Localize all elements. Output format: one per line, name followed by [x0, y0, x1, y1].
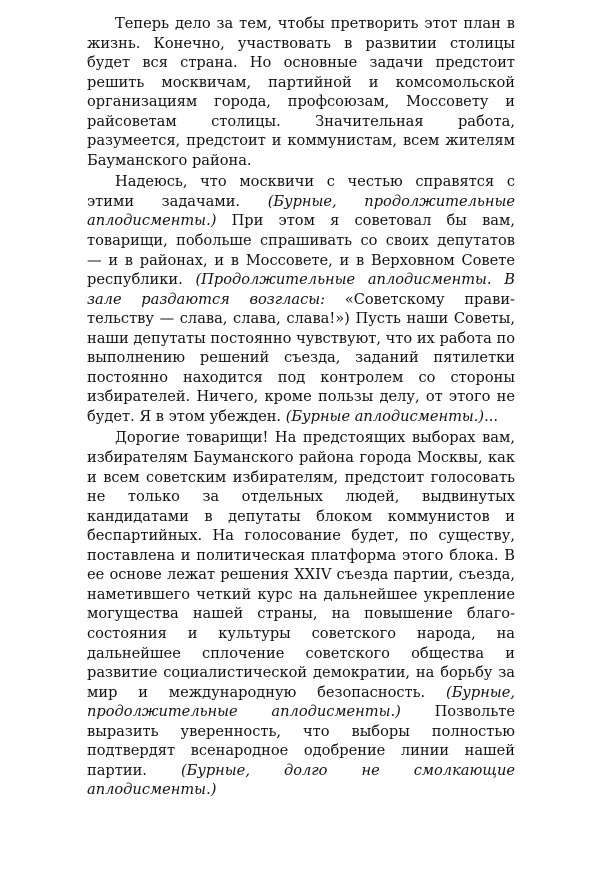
- paragraph-3: [87, 428, 515, 799]
- paragraph-2: [87, 172, 515, 426]
- applause-remark: (Продолжительные аплодисменты. В зале раздаются возгласы:: [87, 271, 515, 308]
- applause-remark: (Бурные аплодисменты.): [285, 407, 485, 425]
- text-segment: Позвольте выразить уверенность, что выборы полностью подтвердят всенародное одобрение линии нашей партии.: [87, 703, 515, 779]
- applause-remark: (Бурные, продолжительные аплодисменты.): [87, 192, 515, 230]
- paragraph-1: [87, 14, 515, 170]
- text-segment: При этом я советовал бы вам, товарищи, побольше спрашивать со своих депутатов — и в районах, и в Моссовете, и в Верховном Совете республики.: [87, 212, 515, 289]
- text-segment: Дорогие товарищи! На предстоящих выборах вам, избирателям Бауманского района города Москвы, как и всем советским избирателям, предстоит голосовать не только за отдельных людей, выдвинутых кандидатами в депутаты блоком коммунистов и беспартийных. На голосование будет, по существу, поставлена и политическая платформа этого блока. В ее основе лежат решения XXIV съезда партии, съезда, наметившего четкий курс на дальнейшее укрепление могущества нашей страны, на повышение благосостояния и культуры советского народа, на дальнейшее сплочение советского общества и развитие социалистической демократии, на борьбу за мир и международную безопасность.: [87, 429, 515, 701]
- applause-remark: (Бурные, продолжительные аплодисменты.): [87, 683, 515, 721]
- text-segment: Надеюсь, что москвичи с честью справятся с этими задачами.: [87, 173, 515, 210]
- speech-text-page: [87, 14, 515, 800]
- applause-remark: (Бурные, долго не смолкающие аплодисменты.): [87, 761, 515, 799]
- text-segment: Теперь дело за тем, чтобы претворить этот план в жизнь. Конечно, участвовать в развитии столицы будет вся страна. Но основные задачи предстоит решить москвичам, партийной и комсомольской организациям города, профсоюзам, Моссовету и райсоветам столицы. Значительная работа, разумеется, предстоит и коммунистам, всем жителям Бауманского района.: [87, 15, 515, 169]
- ellipsis: ...: [484, 407, 499, 425]
- text-segment: Пусть наши Советы, наши депутаты постоянно чувствуют, что их работа по выполнению решений съезда, заданий пятилетки постоянно находится под контролем со стороны избирателей. Ничего, кроме пользы делу, от этого не будет. Я в этом убежден.: [87, 310, 515, 425]
- audience-exclamation: «Советскому правительству — слава, слава, слава!»): [87, 290, 515, 328]
